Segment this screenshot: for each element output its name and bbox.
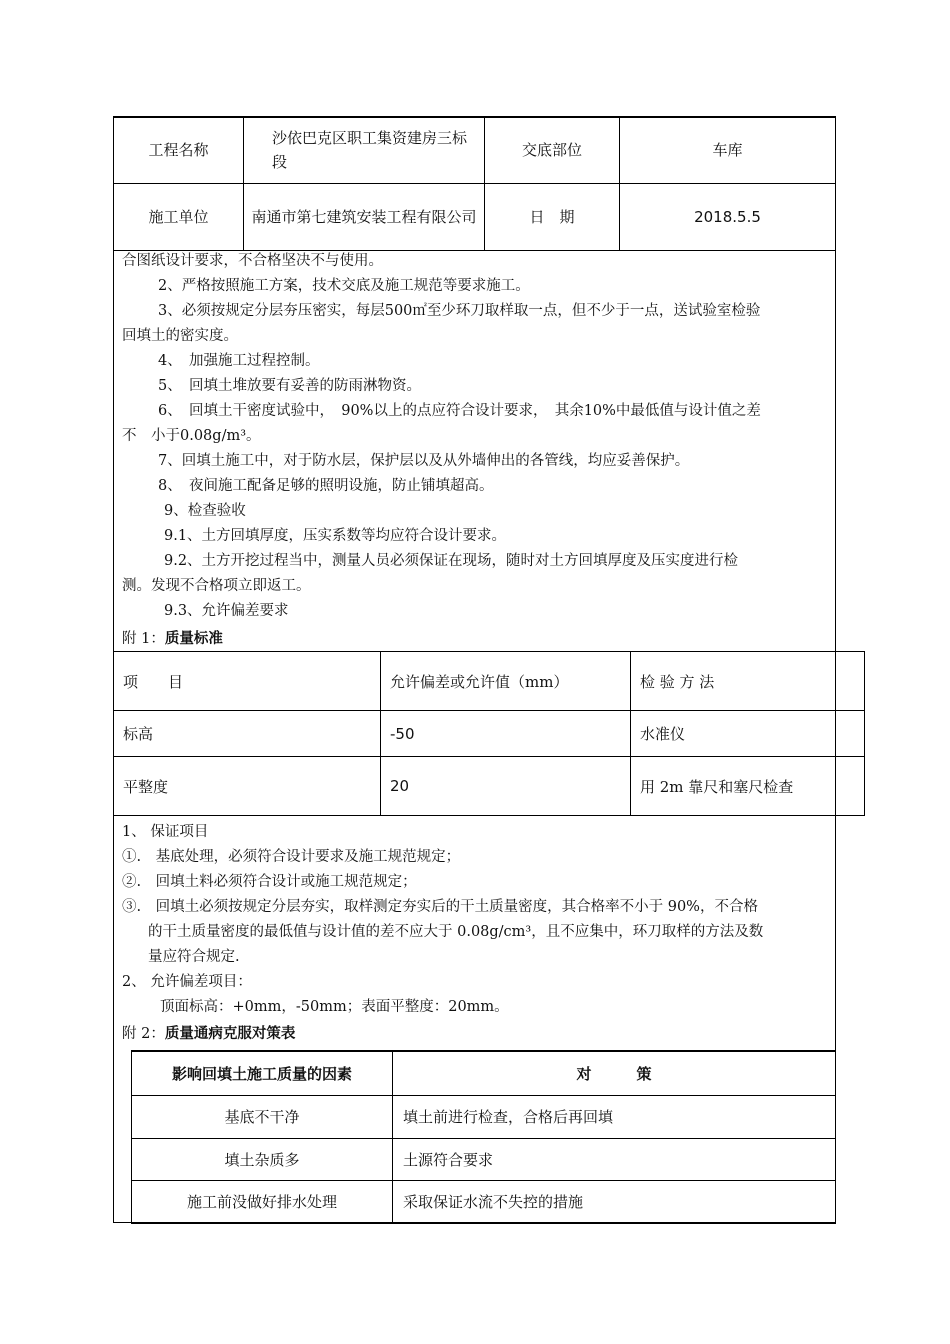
quality-cell: -50 — [381, 711, 631, 757]
project-value: 沙依巴克区职工集资建房三标段 — [244, 117, 485, 184]
quality-header: 检 验 方 法 — [631, 652, 865, 711]
text-line: 4、 加强施工过程控制。 — [158, 353, 320, 369]
measures-header: 影响回填土施工质量的因素 — [132, 1051, 393, 1095]
quality-cell: 标高 — [114, 711, 381, 757]
header-table — [113, 116, 836, 251]
guarantee-item: ③. 回填土必须按规定分层夯实，取样测定夯实后的干土质量密度，其合格率不小于 90%，不合格 — [122, 899, 758, 915]
text-line: 9.2、土方开挖过程当中，测量人员必须保证在现场，随时对土方回填厚度及压实度进行检 — [164, 553, 739, 569]
deviation-text: 顶面标高：+0mm，-50mm；表面平整度：20mm。 — [160, 999, 509, 1015]
part-label: 交底部位 — [485, 117, 620, 184]
quality-cell: 水准仪 — [631, 711, 865, 757]
guarantee-section — [122, 820, 832, 1020]
quality-cell: 20 — [381, 757, 631, 816]
measures-cell: 土源符合要求 — [393, 1138, 836, 1180]
text-line: 回填土的密实度。 — [122, 328, 238, 344]
quality-cell: 平整度 — [114, 757, 381, 816]
quality-header: 项 目 — [114, 652, 381, 711]
attach2-prefix: 附 2： — [122, 1026, 165, 1042]
guarantee-item: ①. 基底处理，必须符合设计要求及施工规范规定； — [122, 849, 461, 865]
quality-table — [113, 651, 865, 816]
table-row — [132, 1138, 836, 1180]
guarantee-item: 的干土质量密度的最低值与设计值的差不应大于 0.08g/cm³，且不应集中，环刀取样的方法及数 — [148, 924, 764, 940]
deviation-title: 2、 允许偏差项目： — [122, 974, 252, 990]
table-row — [132, 1095, 836, 1138]
text-line: 8、 夜间施工配备足够的照明设施，防止铺填超高。 — [158, 478, 494, 494]
measures-cell: 填土前进行检查，合格后再回填 — [393, 1095, 836, 1138]
date-value: 2018.5.5 — [620, 184, 836, 251]
attach2-title: 质量通病克服对策表 — [164, 1025, 296, 1042]
table-row — [114, 757, 865, 816]
text-line: 7、回填土施工中，对于防水层，保护层以及从外墙伸出的各管线，均应妥善保护。 — [158, 453, 690, 469]
text-line: 9、检查验收 — [164, 503, 246, 519]
attach1-prefix: 附 1： — [122, 631, 165, 647]
guarantee-item: ②. 回填土料必须符合设计或施工规范规定； — [122, 874, 417, 890]
text-line: 2、严格按照施工方案，技术交底及施工规范等要求施工。 — [158, 278, 530, 294]
date-label: 日 期 — [485, 184, 620, 251]
unit-value: 南通市第七建筑安装工程有限公司 — [244, 184, 485, 251]
measures-cell: 施工前没做好排水处理 — [132, 1180, 393, 1223]
measures-header: 对 策 — [393, 1051, 836, 1095]
guarantee-title: 1、 保证项目 — [122, 824, 209, 840]
measures-cell: 基底不干净 — [132, 1095, 393, 1138]
project-label: 工程名称 — [114, 117, 244, 184]
measures-cell: 采取保证水流不失控的措施 — [393, 1180, 836, 1223]
attach1-heading — [122, 629, 223, 649]
quality-header: 允许偏差或允许值（mm） — [381, 652, 631, 711]
text-line: 9.3、允许偏差要求 — [164, 603, 289, 619]
text-line: 9.1、土方回填厚度，压实系数等均应符合设计要求。 — [164, 528, 507, 544]
text-line: 6、 回填土干密度试验中， 90%以上的点应符合设计要求， 其余10%中最低值与设计值之差 — [158, 403, 761, 419]
body-text — [122, 249, 832, 623]
quality-cell: 用 2m 靠尺和塞尺检查 — [631, 757, 865, 816]
unit-label: 施工单位 — [114, 184, 244, 251]
text-line: 合图纸设计要求，不合格坚决不与使用。 — [122, 253, 383, 269]
table-row — [114, 711, 865, 757]
attach1-title: 质量标准 — [164, 630, 223, 647]
attach2-heading — [122, 1024, 295, 1044]
text-line: 测。发现不合格项立即返工。 — [122, 578, 311, 594]
text-line: 5、 回填土堆放要有妥善的防雨淋物资。 — [158, 378, 421, 394]
guarantee-item: 量应符合规定. — [148, 949, 240, 965]
measures-table — [131, 1050, 836, 1224]
text-line: 不 小于0.08g/m³。 — [122, 428, 261, 444]
measures-cell: 填土杂质多 — [132, 1138, 393, 1180]
part-value: 车库 — [620, 117, 836, 184]
table-row — [132, 1180, 836, 1223]
text-line: 3、必须按规定分层夯压密实，每层500㎡至少环刀取样取一点，但不少于一点，送试验室检验 — [158, 303, 761, 319]
